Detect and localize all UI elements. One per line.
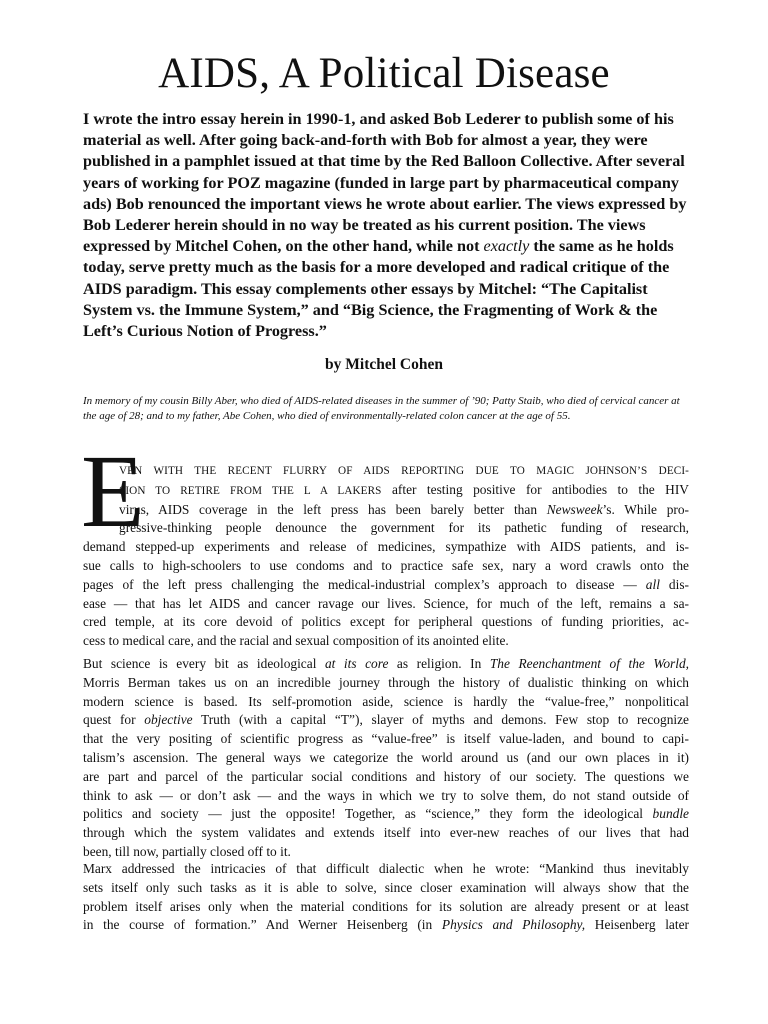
paragraph-line: But science is every bit as ideological at its core as religion. In The Reenchantment of the World, [83,656,689,671]
paragraph-line: that the very positing of scientific progress as “value-free” is itself value-laden, and bound to capi- [83,731,689,747]
document-title: AIDS, A Political Disease [158,50,610,97]
paragraph-line: virus, AIDS coverage in the left press has been barely better than Newsweek’s. While pro- [119,501,689,517]
intro-paragraph [83,109,689,342]
dedication: In memory of my cousin Billy Aber, who died of AIDS-related diseases in the summer of ’90; Patty Staib, who died of cervical cancer at the age of 28; and to my father, Abe Cohen, who died of environmentally-related colon cancer at the age of 55. [83,395,680,422]
paragraph-line: sets itself only such tasks as it is able to solve, since closer examination will always show that the [83,879,689,895]
paragraph-line: problem itself arises only when the material conditions for its solution are already present or at least [83,898,689,914]
paragraph-line: demand stepped-up experiments and release of medicines, sympathize with AIDS patients, and is- [83,539,689,555]
intro-text-part2: the same as he holds today, serve pretty much as the basis for a more developed and radical critique of the AIDS paradigm. This essay complements other essays by Mitchel: “The Capitalist System vs. the Immune System,” and “Big Science, the Fragmenting of Work & the Left’s Curious Notion of Progress.” [83,237,674,341]
paragraph-line: SION TO RETIRE FROM THE L A LAKERS after testing positive for antibodies to the HIV [119,481,689,497]
drop-cap: E [81,434,145,549]
paragraph-line: VEN WITH THE RECENT FLURRY OF AIDS REPORTING DUE TO MAGIC JOHNSON’S DECI- [119,465,689,477]
paragraph-line: ease — that has let AIDS and cancer ravage our lives. Science, for much of the left, remains a sa- [83,595,689,611]
paragraph-line: gressive-thinking people denounce the government for its pathetic funding of research, [119,520,689,536]
paragraph-line: cred temple, at its core devoid of politics except for peripheral questions of funding priorities, ac- [83,614,689,630]
paragraph-line: through which the system validates and extends itself into ever-new reaches of our lives that had [83,825,689,841]
paragraph-line: politics and society — just the opposite! Together, as “science,” they form the ideological bundle [83,806,689,822]
body-paragraph-2 [83,655,689,862]
paragraph-line: Marx addressed the intricacies of that difficult dialectic when he wrote: “Mankind thus inevitably [83,861,689,876]
body-paragraph-1 [83,461,689,651]
paragraph-line: talism’s ascension. The general ways we categorize the world around us (and our own places in it) [83,749,689,765]
intro-text-part1: I wrote the intro essay herein in 1990-1, and asked Bob Lederer to publish some of his material as well. After going back-and-forth with Bob for almost a year, they were published in a pamphlet issued at that time by the Red Balloon Collective. After several years of working for POZ magazine (funded in large part by pharmaceutical company ads) Bob renounced the important views he wrote about earlier. The views expressed by Bob Lederer herein should in no way be treated as his current position. The views expressed by Mitchel Cohen, on the other hand, while not [83,110,687,256]
paragraph-line: Morris Berman takes us on an incredible journey through the history of dualistic thinking on which [83,674,689,690]
paragraph-line: sue calls to high-schoolers to use condoms and to practice safe sex, nary a word crawls onto the [83,557,689,573]
paragraph-line: think to ask — or don’t ask — and the ways in which we try to solve them, do not stand outside of [83,787,689,803]
paragraph-line: been, till now, partially closed off to it. [83,843,291,859]
paragraph-line: quest for objective Truth (with a capital “T”), slayer of myths and demons. Few stop to recognize [83,712,689,728]
paragraph-line: pages of the left press challenging the medical-industrial complex’s approach to disease — all dis- [83,576,689,592]
paragraph-line: are part and parcel of the particular social conditions and history of our society. The questions we [83,768,689,784]
paragraph-line: in the course of formation.” And Werner Heisenberg (in Physics and Philosophy, Heisenberg later [83,917,689,933]
paragraph-line: modern science is based. Its self-promotion aside, science is hardly the “value-free,” nonpolitical [83,693,689,709]
paragraph-line: cess to medical care, and the racial and sexual composition of its anointed elite. [83,633,509,649]
byline: by Mitchel Cohen [325,356,443,373]
intro-emphasis: exactly [483,237,530,256]
body-paragraph-3 [83,860,689,935]
